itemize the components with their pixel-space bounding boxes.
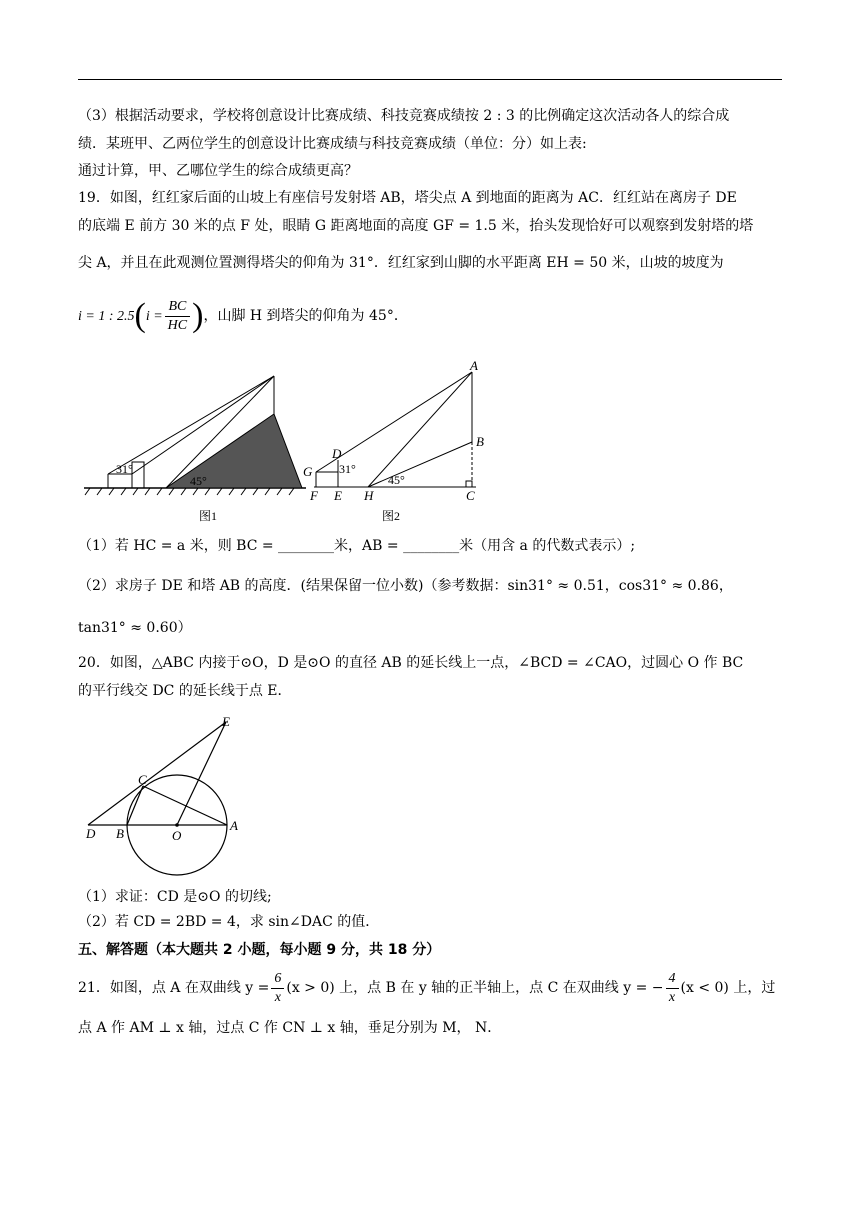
q20-label-C: C bbox=[138, 772, 147, 787]
fig1-hill bbox=[166, 414, 302, 488]
slope-tail: ，山脚 H 到塔尖的仰角为 45°． bbox=[203, 308, 408, 324]
q21-line2: 点 A 作 AM ⊥ x 轴，过点 C 作 CN ⊥ x 轴，垂足分别为 M， N． bbox=[78, 1020, 502, 1036]
q20-label-B: B bbox=[116, 826, 124, 841]
q19-sub1: （1）若 HC = a 米，则 BC = ________米，AB = ________米（用含 a 的代数式表示）; bbox=[78, 538, 636, 554]
q21-fraction-1: $\frac{6}{x}$ bbox=[271, 970, 284, 1007]
q19-slope-line: i = 1 : 2.5(i = $\frac{BC}{HC}$ )，山脚 H 到塔尖的仰角为 45°． bbox=[78, 297, 408, 334]
slope-ratio: i = 1 : 2.5 bbox=[78, 309, 135, 324]
fig2-label-F: F bbox=[310, 488, 318, 503]
section-5-title: 五、解答题（本大题共 2 小题，每小题 9 分，共 18 分） bbox=[78, 942, 441, 958]
q19-sub2: （2）求房子 DE 和塔 AB 的高度．(结果保留一位小数)（参考数据：sin31° ≈ 0.51，cos31° ≈ 0.86， bbox=[78, 578, 733, 594]
q20-line1: 20．如图，△ABC 内接于⊙O，D 是⊙O 的直径 AB 的延长线上一点，∠BCD = ∠CAO，过圆心 O 作 BC bbox=[78, 655, 744, 671]
slope-def: i = bbox=[145, 309, 163, 324]
fig1-angle-31: 31° bbox=[116, 462, 133, 476]
q19-sub2-cont: tan31° ≈ 0.60） bbox=[78, 620, 192, 636]
fig2-label-G: G bbox=[303, 464, 313, 479]
fig2-label-E: E bbox=[334, 488, 342, 503]
q20-label-E: E bbox=[222, 714, 230, 729]
q21-line1 bbox=[78, 968, 775, 1008]
q21-pre: 21．如图，点 A 在双曲线 y = bbox=[78, 980, 270, 996]
fig2-label-C: C bbox=[466, 488, 475, 503]
q19-line3: 尖 A，并且在此观测位置测得塔尖的仰角为 31°．红红家到山脚的水平距离 EH = 50 米，山坡的坡度为 bbox=[78, 255, 724, 271]
q20-sub1: （1）求证：CD 是⊙O 的切线; bbox=[78, 889, 272, 905]
q19-figure-2 bbox=[300, 360, 510, 530]
fig2-label-H: H bbox=[364, 488, 374, 503]
slope-fraction: $\frac{BC}{HC}$ bbox=[165, 298, 190, 335]
header-rule bbox=[78, 79, 782, 80]
q19-line2: 的底端 E 前方 30 米的点 F 处，眼睛 G 距离地面的高度 GF = 1.5 米，抬头发现恰好可以观察到发射塔的塔 bbox=[78, 218, 754, 234]
q21-fraction-2: $\frac{4}{x}$ bbox=[666, 970, 679, 1007]
q20-figure bbox=[84, 712, 254, 882]
q19-line1: 19．如图，红红家后面的山坡上有座信号发射塔 AB，塔尖点 A 到地面的距离为 AC．红红站在离房子 DE bbox=[78, 190, 737, 206]
fig2-label-A: A bbox=[470, 358, 478, 373]
q18-part3-line3: 通过计算，甲、乙哪位学生的综合成绩更高？ bbox=[78, 163, 358, 179]
fig1-house bbox=[132, 462, 144, 488]
q20-line2: 的平行线交 DC 的延长线于点 E． bbox=[78, 683, 292, 699]
q21-tail: (x < 0) 上，过 bbox=[680, 980, 776, 996]
q20-sub2: （2）若 CD = 2BD = 4，求 sin∠DAC 的值． bbox=[78, 914, 380, 930]
q20-label-O: O bbox=[172, 828, 182, 843]
fig2-angle-45: 45° bbox=[388, 473, 405, 487]
q19-figure-1 bbox=[84, 370, 324, 530]
q18-part3-line2: 绩．某班甲、乙两位学生的创意设计比赛成绩与科技竞赛成绩（单位：分）如上表: bbox=[78, 136, 587, 152]
fig1-caption: 图1 bbox=[199, 509, 218, 523]
q20-label-A: A bbox=[230, 818, 238, 833]
fig1-angle-45: 45° bbox=[190, 474, 207, 488]
q21-mid: (x > 0) 上，点 B 在 y 轴的正半轴上，点 C 在双曲线 y = − bbox=[286, 980, 664, 996]
fig2-caption: 图2 bbox=[382, 509, 401, 523]
q20-label-D: D bbox=[86, 826, 96, 841]
fig2-angle-31: 31° bbox=[339, 462, 356, 476]
fig2-label-D: D bbox=[332, 446, 342, 461]
q18-part3-line1: （3）根据活动要求，学校将创意设计比赛成绩、科技竞赛成绩按 2 : 3 的比例确定这次活动各人的综合成 bbox=[78, 108, 730, 124]
fig2-label-B: B bbox=[476, 434, 484, 449]
